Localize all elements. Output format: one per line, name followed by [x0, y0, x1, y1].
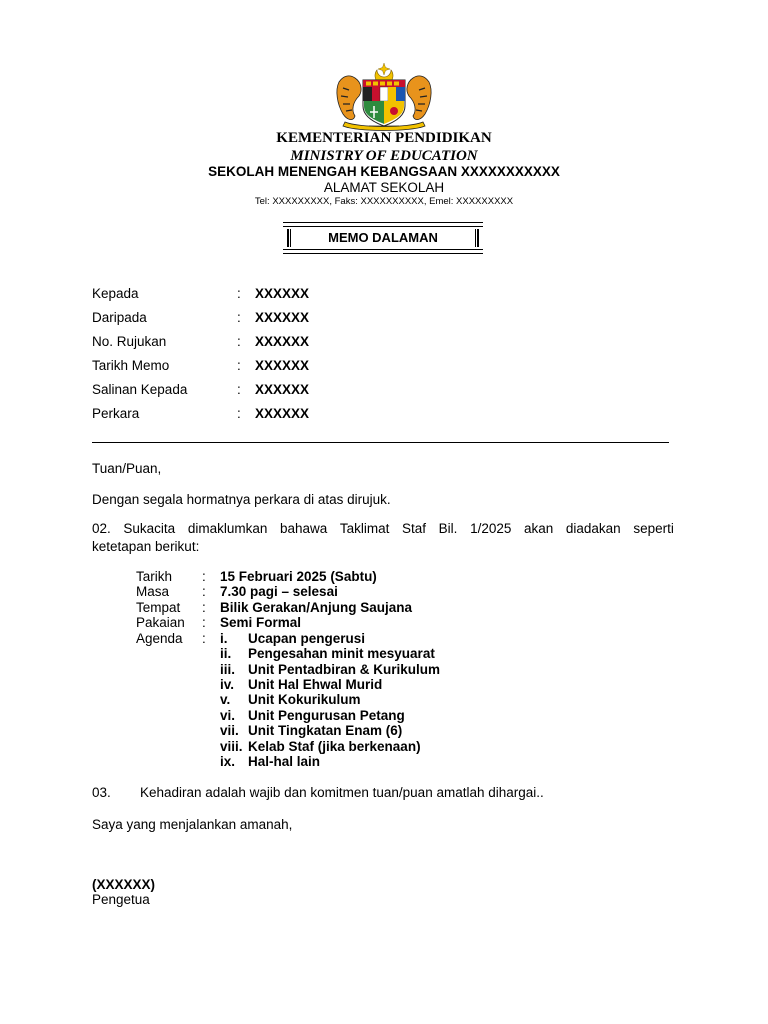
detail-label-tarikh: Tarikh [136, 569, 173, 584]
paragraph-03-number: 03. [92, 785, 111, 800]
detail-label-pakaian: Pakaian [136, 615, 185, 630]
field-colon: : [237, 286, 241, 301]
agenda-number: vii. [220, 723, 239, 738]
school-address: ALAMAT SEKOLAH [323, 180, 445, 195]
ministry-name-malay: KEMENTERIAN PENDIDIKAN [276, 130, 492, 146]
agenda-item: Unit Hal Ehwal Murid [248, 677, 383, 692]
field-label-daripada: Daripada [92, 310, 147, 325]
paragraph-02-word: seperti [633, 521, 674, 536]
field-value-rujukan: XXXXXX [255, 334, 310, 349]
detail-value-tarikh: 15 Februari 2025 (Sabtu) [220, 569, 377, 584]
paragraph-02-word: bahawa [279, 521, 328, 536]
agenda-item: Unit Tingkatan Enam (6) [248, 723, 403, 738]
agenda-number: vi. [220, 708, 236, 723]
divider-line [92, 442, 669, 443]
agenda-number: ii. [220, 646, 232, 661]
field-value-perkara: XXXXXX [255, 406, 310, 421]
paragraph-02-line-2: ketetapan berikut: [92, 539, 200, 554]
signatory-name: (XXXXXX) [92, 877, 156, 892]
agenda-number: viii. [220, 739, 243, 754]
memo-title-box [283, 222, 483, 254]
paragraph-02-word: diadakan [565, 521, 621, 536]
agenda-number: ix. [220, 754, 236, 769]
field-label-salinan: Salinan Kepada [92, 382, 188, 397]
detail-colon: : [202, 584, 206, 599]
detail-value-masa: 7.30 pagi – selesai [220, 584, 338, 599]
agenda-item: Ucapan pengerusi [248, 631, 366, 646]
agenda-item: Kelab Staf (jika berkenaan) [248, 739, 421, 754]
detail-colon: : [202, 600, 206, 615]
school-name: SEKOLAH MENENGAH KEBANGSAAN XXXXXXXXXXX [208, 164, 560, 179]
field-colon: : [237, 358, 241, 373]
contact-line: Tel: XXXXXXXXX, Faks: XXXXXXXXXX, Emel: XXXXXXXXX [254, 196, 514, 207]
field-label-tarikh-memo: Tarikh Memo [92, 358, 170, 373]
detail-value-tempat: Bilik Gerakan/Anjung Saujana [220, 600, 413, 615]
paragraph-02-word: Sukacita [123, 521, 176, 536]
closing-line: Saya yang menjalankan amanah, [92, 817, 293, 832]
memo-title: MEMO DALAMAN [328, 230, 438, 245]
detail-label-masa: Masa [136, 584, 170, 599]
coat-of-arms-icon [333, 60, 435, 134]
agenda-item: Pengesahan minit mesyuarat [248, 646, 435, 661]
paragraph-02-line-1 [92, 521, 674, 536]
salutation: Tuan/Puan, [92, 461, 162, 476]
agenda-item: Unit Kokurikulum [248, 692, 361, 707]
agenda-number: v. [220, 692, 231, 707]
paragraph-03-text: Kehadiran adalah wajib dan komitmen tuan/puan amatlah dihargai.. [140, 785, 544, 800]
field-value-tarikh-memo: XXXXXX [255, 358, 310, 373]
field-label-kepada: Kepada [92, 286, 139, 301]
agenda-item: Unit Pentadbiran & Kurikulum [248, 662, 441, 677]
ministry-name-english: MINISTRY OF EDUCATION [290, 148, 478, 164]
intro-paragraph: Dengan segala hormatnya perkara di atas dirujuk. [92, 492, 391, 507]
detail-colon: : [202, 569, 206, 584]
paragraph-02-word: 02. [92, 521, 111, 536]
paragraph-02-word: dimaklumkan [187, 521, 268, 536]
signatory-title: Pengetua [92, 892, 150, 907]
paragraph-02-word: akan [523, 521, 554, 536]
agenda-number: iv. [220, 677, 235, 692]
field-label-perkara: Perkara [92, 406, 140, 421]
field-colon: : [237, 334, 241, 349]
paragraph-02-word: Bil. [438, 521, 458, 536]
field-value-salinan: XXXXXX [255, 382, 310, 397]
field-colon: : [237, 406, 241, 421]
paragraph-02-word: Taklimat [339, 521, 390, 536]
detail-label-agenda: Agenda [136, 631, 183, 646]
agenda-number: iii. [220, 662, 236, 677]
agenda-item: Unit Pengurusan Petang [248, 708, 405, 723]
paragraph-02-word: Staf [402, 521, 427, 536]
detail-colon: : [202, 615, 206, 630]
field-label-rujukan: No. Rujukan [92, 334, 167, 349]
detail-label-tempat: Tempat [136, 600, 181, 615]
detail-colon: : [202, 631, 206, 646]
agenda-number: i. [220, 631, 228, 646]
field-value-daripada: XXXXXX [255, 310, 310, 325]
field-colon: : [237, 382, 241, 397]
agenda-item: Hal-hal lain [248, 754, 321, 769]
field-value-kepada: XXXXXX [255, 286, 310, 301]
paragraph-02-word: 1/2025 [470, 521, 512, 536]
detail-value-pakaian: Semi Formal [220, 615, 302, 630]
field-colon: : [237, 310, 241, 325]
